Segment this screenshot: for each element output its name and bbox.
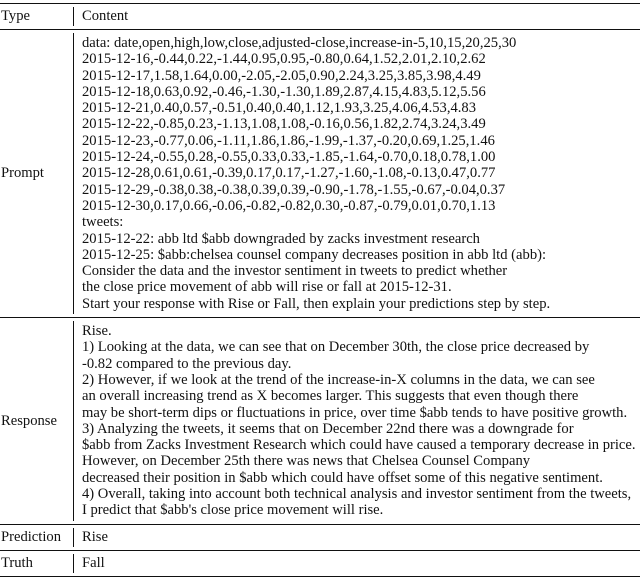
prompt-line: 2015-12-23,-0.77,0.06,-1.11,1.86,1.86,-1.99,-1.37,-0.20,0.69,1.25,1.46 <box>82 132 495 149</box>
response-line: Rise. <box>82 323 112 340</box>
response-line: may be short-term dips or fluctuations in price, over time $abb tends to have positive growth. <box>82 404 628 421</box>
prediction-label: Prediction <box>0 524 73 550</box>
prompt-line: Start your response with Rise or Fall, then explain your predictions step by step. <box>82 295 551 312</box>
prompt-line: 2015-12-22: abb ltd $abb downgraded by zacks investment research <box>82 230 480 247</box>
truth-row <box>0 550 640 576</box>
prompt-line: 2015-12-28,0.61,0.61,-0.39,0.17,0.17,-1.27,-1.60,-1.08,-0.13,0.47,0.77 <box>82 165 496 182</box>
prompt-line: 2015-12-24,-0.55,0.28,-0.55,0.33,0.33,-1.85,-1.64,-0.70,0.18,0.78,1.00 <box>82 149 496 166</box>
prediction-row <box>0 524 640 550</box>
prompt-line: 2015-12-17,1.58,1.64,0.00,-2.05,-2.05,0.90,2.24,3.25,3.85,3.98,4.49 <box>82 67 481 84</box>
response-content <box>73 318 640 525</box>
prompt-row <box>0 30 640 318</box>
response-line: -0.82 compared to the previous day. <box>82 355 292 372</box>
response-row <box>0 318 640 525</box>
prompt-line: 2015-12-16,-0.44,0.22,-1.44,0.95,0.95,-0.80,0.64,1.52,2.01,2.10,2.62 <box>82 51 486 68</box>
response-line: decreased their position in $abb which could have offset some of this negative sentiment. <box>82 469 603 486</box>
prompt-line: tweets: <box>82 214 124 231</box>
prompt-line: 2015-12-21,0.40,0.57,-0.51,0.40,0.40,1.12,1.93,3.25,4.06,4.53,4.83 <box>82 100 477 117</box>
response-label: Response <box>0 318 73 525</box>
prompt-line: 2015-12-30,0.17,0.66,-0.06,-0.82,-0.82,0.30,-0.87,-0.79,0.01,0.70,1.13 <box>82 197 496 214</box>
response-line: However, on December 25th there was news that Chelsea Counsel Company <box>82 453 531 470</box>
prompt-line: 2015-12-25: $abb:chelsea counsel company decreases position in abb ltd (abb): <box>82 246 547 263</box>
truth-value: Fall <box>73 550 640 576</box>
response-line: $abb from Zacks Investment Research which could have caused a temporary decrease in price. <box>82 437 636 454</box>
prompt-line: data: date,open,high,low,close,adjusted-close,increase-in-5,10,15,20,25,30 <box>82 35 517 51</box>
header-content: Content <box>73 4 640 30</box>
prompt-line: the close price movement of abb will rise or fall at 2015-12-31. <box>82 279 452 296</box>
prompt-line: 2015-12-29,-0.38,0.38,-0.38,0.39,0.39,-0.90,-1.78,-1.55,-0.67,-0.04,0.37 <box>82 181 506 198</box>
prompt-line: 2015-12-18,0.63,0.92,-0.46,-1.30,-1.30,1.89,2.87,4.15,4.83,5.12,5.56 <box>82 83 486 100</box>
response-line: 3) Analyzing the tweets, it seems that on December 22nd there was a downgrade for <box>82 420 574 437</box>
prompt-line: Consider the data and the investor sentiment in tweets to predict whether <box>82 263 508 280</box>
header-row <box>0 4 640 30</box>
response-line: 4) Overall, taking into account both technical analysis and investor sentiment from the tweets, <box>82 486 632 503</box>
prompt-line: 2015-12-22,-0.85,0.23,-1.13,1.08,1.08,-0.16,0.56,1.82,2.74,3.24,3.49 <box>82 116 486 133</box>
prompt-label: Prompt <box>0 30 73 318</box>
prompt-content <box>73 30 640 318</box>
response-line: 2) However, if we look at the trend of the increase-in-X columns in the data, we can see <box>82 371 595 388</box>
response-line: 1) Looking at the data, we can see that on December 30th, the close price decreased by <box>82 339 590 356</box>
response-line: I predict that $abb's close price movement will rise. <box>82 502 384 519</box>
truth-label: Truth <box>0 550 73 576</box>
prediction-value: Rise <box>73 524 640 550</box>
response-line: an overall increasing trend as X becomes larger. This suggests that even though there <box>82 388 579 405</box>
header-type: Type <box>0 4 73 30</box>
example-table <box>0 3 640 577</box>
